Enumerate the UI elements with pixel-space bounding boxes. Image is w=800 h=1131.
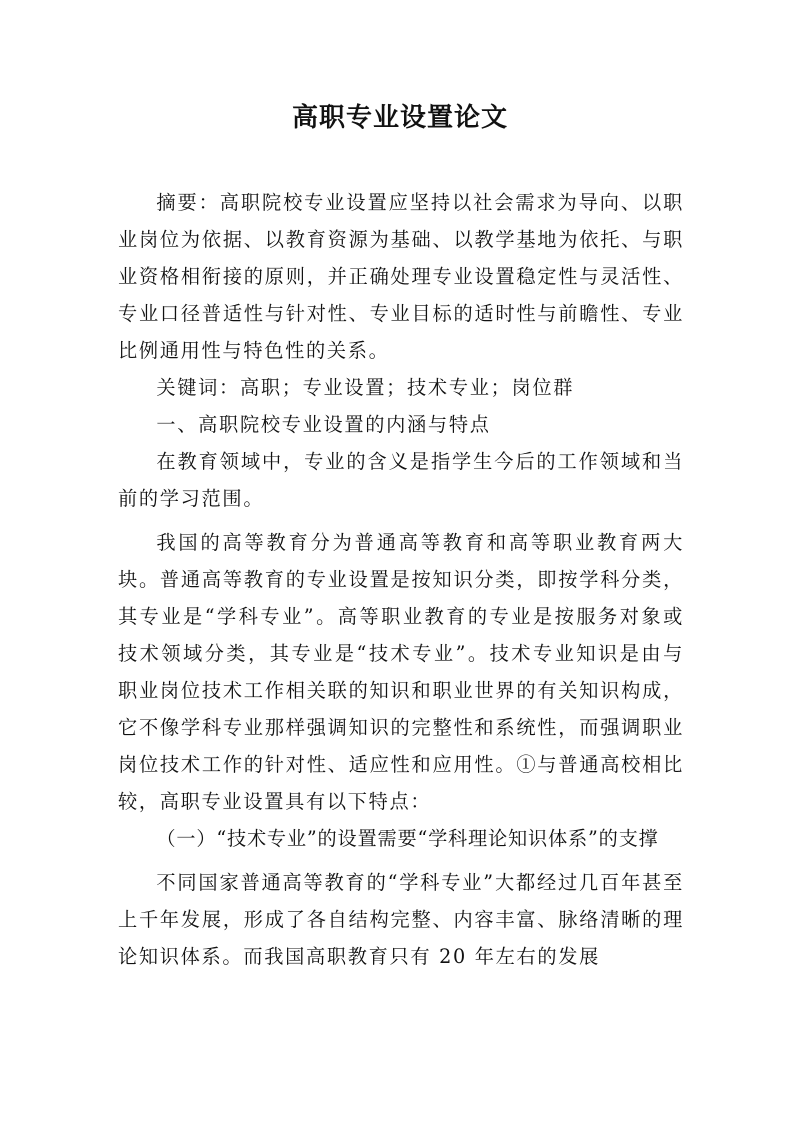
document-title: 高职专业设置论文 [291, 103, 508, 133]
abstract-paragraph: 摘要：高职院校专业设置应坚持以社会需求为导向、以职业岗位为依据、以教育资源为基础、以教学基地为依托、与职业资格相衔接的原则，并正确处理专业设置稳定性与灵活性、专业口径普适性与针对性、专业目标的适时性与前瞻性、专业比例通用性与特色性的关系。 [118, 191, 684, 362]
body-paragraph: 我国的高等教育分为普通高等教育和高等职业教育两大块。普通高等教育的专业设置是按知识分类，即按学科分类，其专业是“学科专业”。高等职业教育的专业是按服务对象或技术领域分类，其专业是“技术专业”。技术专业知识是由与职业岗位技术工作相关联的知识和职业世界的有关知识构成，它不像学科专业那样强调知识的完整性和系统性，而强调职业岗位技术工作的针对性、适应性和应用性。①与普通高校相比较，高职专业设置具有以下特点： [118, 531, 684, 813]
document-body [118, 184, 684, 975]
keywords-paragraph: 关键词：高职；专业设置；技术专业；岗位群 [156, 376, 575, 399]
subsection-heading: （一）“技术专业”的设置需要“学科理论知识体系”的支撑 [156, 827, 659, 850]
body-paragraph: 不同国家普通高等教育的“学科专业”大都经过几百年甚至上千年发展，形成了各自结构完整、内容丰富、脉络清晰的理论知识体系。而我国高职教育只有 20 年左右的发展 [118, 871, 684, 968]
body-paragraph: 在教育领域中，专业的含义是指学生今后的工作领域和当前的学习范围。 [118, 450, 684, 510]
section-heading: 一、高职院校专业设置的内涵与特点 [156, 413, 491, 436]
